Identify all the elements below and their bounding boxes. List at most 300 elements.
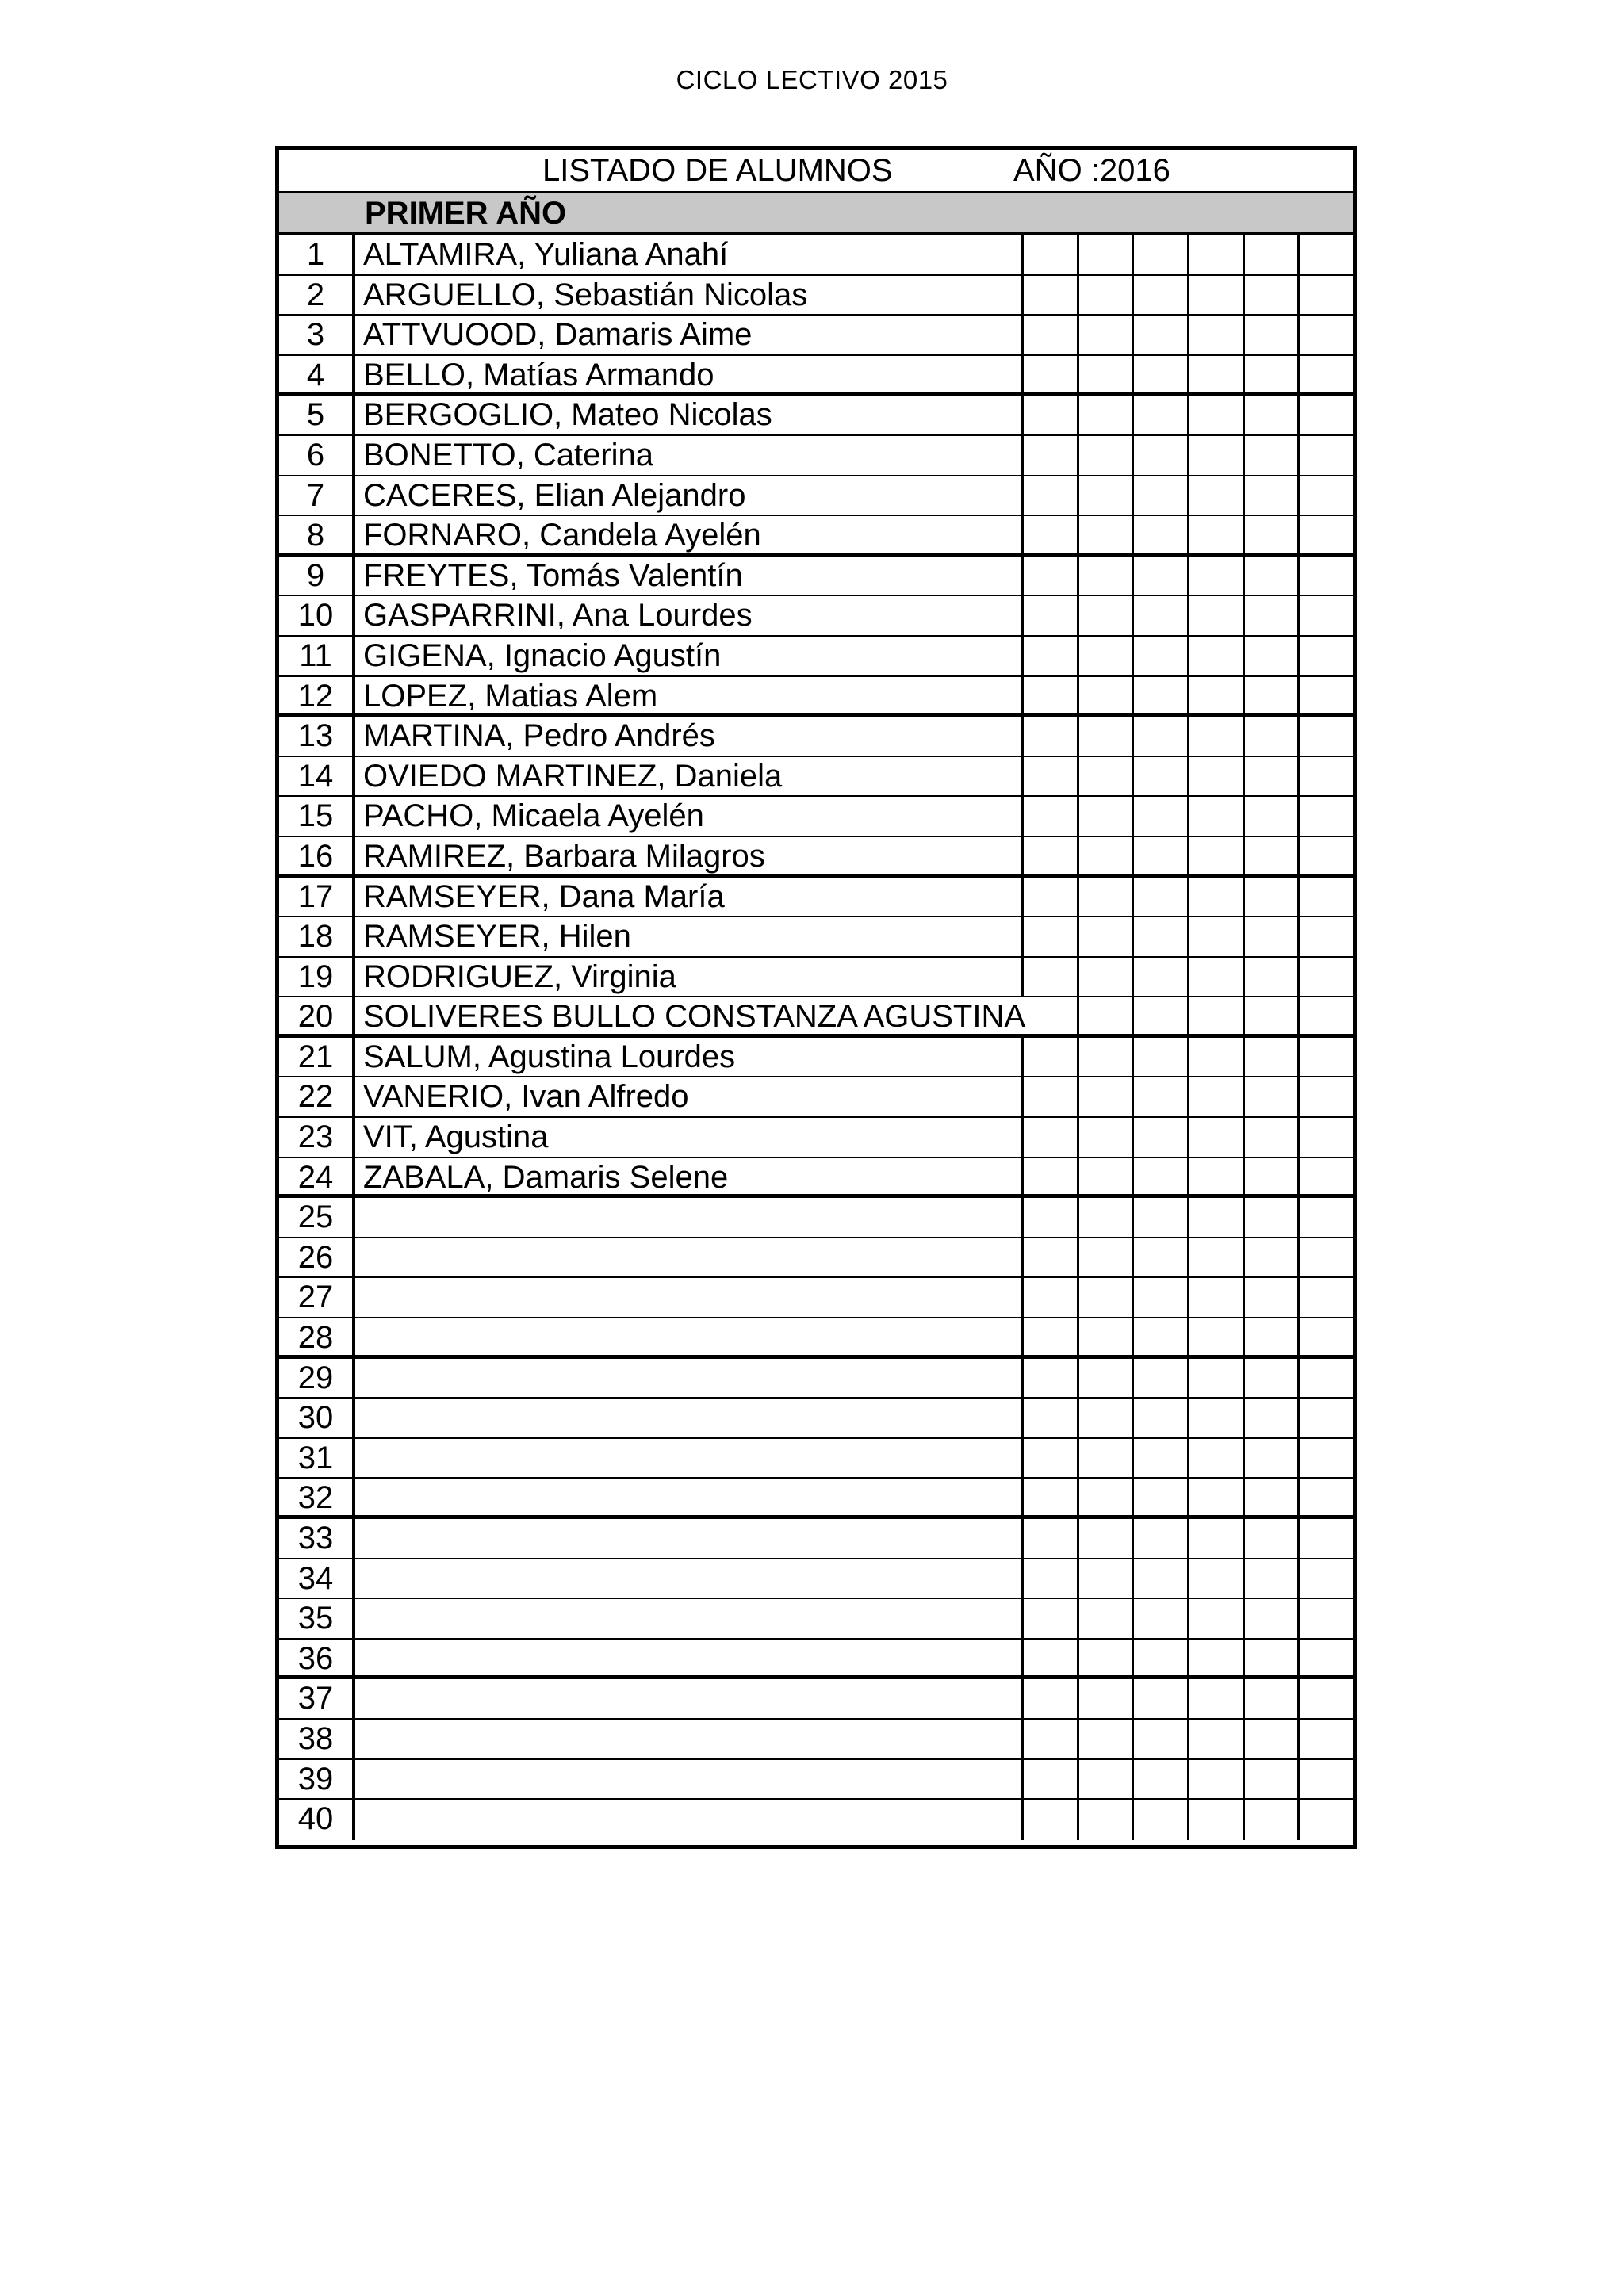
row-number: 24 [279,1158,355,1195]
mark-cell[interactable] [1189,276,1245,315]
mark-cells [1021,316,1353,354]
mark-cell[interactable] [1134,797,1189,836]
mark-cell[interactable] [1134,596,1189,635]
mark-cell[interactable] [1024,316,1079,354]
student-name [363,1800,1013,1840]
mark-cells [1021,878,1353,916]
section-title: PRIMER AÑO [365,196,567,231]
mark-cell[interactable] [1189,1359,1245,1398]
mark-cell[interactable] [1300,1720,1353,1758]
mark-cell[interactable] [1024,1760,1079,1799]
mark-cell[interactable] [1079,1399,1135,1437]
mark-cell[interactable] [1134,958,1189,997]
mark-cell[interactable] [1134,1479,1189,1515]
mark-cell[interactable] [1245,1720,1300,1758]
mark-cell[interactable] [1245,757,1300,796]
mark-cell[interactable] [1134,1559,1189,1598]
mark-cell[interactable] [1024,757,1079,796]
mark-cells [1021,677,1353,714]
mark-cell[interactable] [1245,1439,1300,1478]
mark-cell[interactable] [1024,677,1079,714]
mark-cell[interactable] [1079,356,1135,392]
student-name [363,1760,1013,1799]
table-row [279,1359,1353,1399]
mark-cell[interactable] [1079,1318,1135,1355]
mark-cell[interactable] [1189,1760,1245,1799]
mark-cell[interactable] [1024,1800,1079,1840]
mark-cell[interactable] [1300,1800,1353,1840]
mark-cells [1021,1278,1353,1317]
mark-cell[interactable] [1189,235,1245,274]
mark-cell[interactable] [1134,1359,1189,1398]
mark-cell[interactable] [1245,717,1300,756]
mark-cell[interactable] [1079,1519,1135,1558]
mark-cell[interactable] [1300,717,1353,756]
student-name: GIGENA, Ignacio Agustín [363,637,722,673]
mark-cells [1021,1479,1353,1515]
mark-cell[interactable] [1189,1158,1245,1195]
mark-cell[interactable] [1079,1559,1135,1598]
mark-cell[interactable] [1300,1439,1353,1478]
mark-cell[interactable] [1079,797,1135,836]
mark-cell[interactable] [1300,235,1353,274]
mark-cell[interactable] [1024,1077,1079,1116]
mark-cell[interactable] [1079,958,1135,997]
mark-cell[interactable] [1134,1118,1189,1157]
mark-cell[interactable] [1300,637,1353,675]
row-number: 31 [279,1439,355,1478]
student-name: CACERES, Elian Alejandro [363,477,746,513]
mark-cell[interactable] [1245,1038,1300,1077]
mark-cell[interactable] [1300,878,1353,916]
mark-cell[interactable] [1134,637,1189,675]
mark-cell[interactable] [1134,837,1189,874]
mark-cell[interactable] [1134,1158,1189,1195]
mark-cell[interactable] [1024,1679,1079,1718]
mark-cell[interactable] [1024,997,1079,1034]
mark-cells [1021,1559,1353,1598]
mark-cell[interactable] [1134,1238,1189,1277]
mark-cell[interactable] [1079,1359,1135,1398]
mark-cell[interactable] [1245,797,1300,836]
mark-cell[interactable] [1024,1559,1079,1598]
mark-cell[interactable] [1245,1278,1300,1317]
mark-cell[interactable] [1245,1238,1300,1277]
mark-cell[interactable] [1245,997,1300,1034]
mark-cell[interactable] [1300,1158,1353,1195]
student-name [363,1439,1013,1478]
mark-cell[interactable] [1134,1599,1189,1638]
mark-cell[interactable] [1300,837,1353,874]
student-name [363,1399,1013,1437]
mark-cell[interactable] [1134,1077,1189,1116]
mark-cell[interactable] [1079,917,1135,956]
mark-cells [1021,516,1353,553]
mark-cell[interactable] [1024,878,1079,916]
mark-cell[interactable] [1134,757,1189,796]
mark-cell[interactable] [1245,396,1300,434]
mark-cell[interactable] [1189,1118,1245,1157]
mark-cell[interactable] [1245,356,1300,392]
mark-cell[interactable] [1024,356,1079,392]
mark-cell[interactable] [1079,396,1135,434]
mark-cell[interactable] [1300,1198,1353,1237]
mark-cell[interactable] [1189,878,1245,916]
mark-cell[interactable] [1189,797,1245,836]
mark-cell[interactable] [1189,316,1245,354]
year-label: AÑO :2016 [1013,153,1170,188]
mark-cell[interactable] [1300,1359,1353,1398]
mark-cell[interactable] [1245,637,1300,675]
mark-cell[interactable] [1079,1238,1135,1277]
mark-cell[interactable] [1024,837,1079,874]
mark-cell[interactable] [1079,1198,1135,1237]
student-name: FORNARO, Candela Ayelén [363,518,761,553]
mark-cell[interactable] [1189,436,1245,475]
mark-cell[interactable] [1079,476,1135,515]
mark-cell[interactable] [1024,516,1079,553]
mark-cells [1021,356,1353,392]
mark-cell[interactable] [1300,1519,1353,1558]
mark-cell[interactable] [1079,276,1135,315]
mark-cell[interactable] [1189,1399,1245,1437]
mark-cell[interactable] [1189,1679,1245,1718]
mark-cell[interactable] [1024,396,1079,434]
mark-cell[interactable] [1134,276,1189,315]
mark-cell[interactable] [1189,1278,1245,1317]
mark-cell[interactable] [1245,1519,1300,1558]
mark-cell[interactable] [1024,1238,1079,1277]
table-row [279,717,1353,757]
mark-cell[interactable] [1189,1640,1245,1676]
mark-cell[interactable] [1189,1439,1245,1478]
mark-cell[interactable] [1189,1559,1245,1598]
mark-cell[interactable] [1024,1359,1079,1398]
mark-cell[interactable] [1300,1318,1353,1355]
mark-cell[interactable] [1189,1238,1245,1277]
mark-cell[interactable] [1134,1318,1189,1355]
mark-cell[interactable] [1024,235,1079,274]
mark-cell[interactable] [1189,596,1245,635]
mark-cell[interactable] [1134,396,1189,434]
mark-cell[interactable] [1300,1278,1353,1317]
student-name [363,1278,1013,1317]
row-number: 1 [279,235,355,274]
row-number: 20 [279,997,355,1034]
mark-cell[interactable] [1245,596,1300,635]
mark-cell[interactable] [1134,1519,1189,1558]
mark-cell[interactable] [1079,516,1135,553]
mark-cell[interactable] [1300,356,1353,392]
mark-cells [1021,396,1353,434]
mark-cell[interactable] [1300,1077,1353,1116]
mark-cell[interactable] [1245,1479,1300,1515]
mark-cell[interactable] [1300,1238,1353,1277]
mark-cells [1021,1318,1353,1355]
mark-cell[interactable] [1024,557,1079,595]
mark-cell[interactable] [1300,997,1353,1034]
row-number: 7 [279,476,355,515]
table-row [279,1479,1353,1519]
mark-cell[interactable] [1024,1439,1079,1478]
mark-cell[interactable] [1134,1278,1189,1317]
mark-cell[interactable] [1134,476,1189,515]
mark-cell[interactable] [1079,1038,1135,1077]
mark-cell[interactable] [1079,1439,1135,1478]
mark-cells [1021,1679,1353,1718]
mark-cell[interactable] [1134,1198,1189,1237]
mark-cell[interactable] [1079,1640,1135,1676]
mark-cell[interactable] [1024,797,1079,836]
student-name [363,1479,1013,1515]
mark-cell[interactable] [1024,276,1079,315]
mark-cell[interactable] [1245,516,1300,553]
mark-cell[interactable] [1189,1519,1245,1558]
mark-cell[interactable] [1079,837,1135,874]
mark-cell[interactable] [1024,1399,1079,1437]
mark-cell[interactable] [1079,316,1135,354]
mark-cell[interactable] [1189,1599,1245,1638]
mark-cell[interactable] [1245,917,1300,956]
mark-cell[interactable] [1024,637,1079,675]
mark-cells [1021,1800,1353,1840]
mark-cell[interactable] [1079,436,1135,475]
row-number: 30 [279,1399,355,1437]
mark-cell[interactable] [1079,717,1135,756]
mark-cell[interactable] [1300,1640,1353,1676]
mark-cell[interactable] [1300,436,1353,475]
mark-cell[interactable] [1189,997,1245,1034]
mark-cell[interactable] [1024,1158,1079,1195]
table-row [279,1800,1353,1840]
mark-cell[interactable] [1024,1198,1079,1237]
mark-cell[interactable] [1300,1760,1353,1799]
mark-cells [1021,717,1353,756]
mark-cell[interactable] [1024,436,1079,475]
mark-cell[interactable] [1189,1038,1245,1077]
mark-cell[interactable] [1245,878,1300,916]
mark-cell[interactable] [1300,1599,1353,1638]
mark-cell[interactable] [1079,557,1135,595]
mark-cell[interactable] [1024,1599,1079,1638]
mark-cell[interactable] [1245,1399,1300,1437]
mark-cell[interactable] [1024,1038,1079,1077]
mark-cell[interactable] [1300,958,1353,997]
mark-cell[interactable] [1134,997,1189,1034]
mark-cell[interactable] [1079,1077,1135,1116]
row-number: 14 [279,757,355,796]
mark-cell[interactable] [1024,1519,1079,1558]
mark-cell[interactable] [1245,1118,1300,1157]
table-row [279,396,1353,436]
mark-cell[interactable] [1245,1359,1300,1398]
mark-cell[interactable] [1024,476,1079,515]
mark-cell[interactable] [1079,1800,1135,1840]
mark-cell[interactable] [1079,1118,1135,1157]
mark-cell[interactable] [1134,1800,1189,1840]
mark-cell[interactable] [1024,1720,1079,1758]
mark-cell[interactable] [1024,596,1079,635]
row-number: 26 [279,1238,355,1277]
table-row [279,316,1353,356]
student-name [363,1640,1013,1676]
mark-cell[interactable] [1024,1318,1079,1355]
mark-cell[interactable] [1134,1720,1189,1758]
mark-cell[interactable] [1189,557,1245,595]
mark-cell[interactable] [1189,1479,1245,1515]
mark-cell[interactable] [1189,1077,1245,1116]
mark-cell[interactable] [1079,878,1135,916]
mark-cell[interactable] [1245,1077,1300,1116]
mark-cells [1021,1760,1353,1799]
student-name: PACHO, Micaela Ayelén [363,798,704,834]
mark-cell[interactable] [1079,1679,1135,1718]
student-name [363,1679,1013,1718]
mark-cell[interactable] [1134,436,1189,475]
mark-cell[interactable] [1300,1399,1353,1437]
mark-cell[interactable] [1134,677,1189,714]
mark-cell[interactable] [1245,276,1300,315]
student-name: SOLIVERES BULLO CONSTANZA AGUSTINA [363,999,1026,1035]
student-name: OVIEDO MARTINEZ, Daniela [363,758,783,794]
mark-cell[interactable] [1134,917,1189,956]
table-row [279,997,1353,1038]
mark-cell[interactable] [1134,1038,1189,1077]
mark-cell[interactable] [1134,516,1189,553]
mark-cell[interactable] [1300,1559,1353,1598]
mark-cell[interactable] [1189,476,1245,515]
mark-cell[interactable] [1189,1318,1245,1355]
mark-cell[interactable] [1134,235,1189,274]
mark-cell[interactable] [1079,997,1135,1034]
mark-cell[interactable] [1189,516,1245,553]
mark-cell[interactable] [1300,396,1353,434]
mark-cell[interactable] [1245,436,1300,475]
mark-cells [1021,958,1353,997]
mark-cell[interactable] [1134,316,1189,354]
mark-cell[interactable] [1245,1198,1300,1237]
mark-cell[interactable] [1300,1679,1353,1718]
mark-cell[interactable] [1189,677,1245,714]
mark-cell[interactable] [1079,1760,1135,1799]
mark-cell[interactable] [1079,1278,1135,1317]
mark-cell[interactable] [1300,1118,1353,1157]
mark-cell[interactable] [1189,1198,1245,1237]
table-row [279,1158,1353,1199]
mark-cell[interactable] [1189,717,1245,756]
mark-cell[interactable] [1134,1399,1189,1437]
mark-cell[interactable] [1300,677,1353,714]
mark-cell[interactable] [1245,837,1300,874]
mark-cells [1021,436,1353,475]
mark-cell[interactable] [1245,1760,1300,1799]
mark-cell[interactable] [1245,1318,1300,1355]
mark-cell[interactable] [1024,958,1079,997]
mark-cell[interactable] [1134,557,1189,595]
mark-cell[interactable] [1300,476,1353,515]
mark-cell[interactable] [1300,276,1353,315]
mark-cell[interactable] [1300,1479,1353,1515]
student-name: ATTVUOOD, Damaris Aime [363,317,753,353]
mark-cell[interactable] [1245,476,1300,515]
mark-cell[interactable] [1189,958,1245,997]
table-row [279,596,1353,637]
student-rows [279,235,1353,1840]
mark-cell[interactable] [1189,396,1245,434]
mark-cell[interactable] [1134,1760,1189,1799]
mark-cell[interactable] [1134,356,1189,392]
mark-cell[interactable] [1079,235,1135,274]
mark-cell[interactable] [1189,356,1245,392]
mark-cell[interactable] [1189,1800,1245,1840]
student-name: RAMSEYER, Dana María [363,878,725,914]
mark-cell[interactable] [1245,316,1300,354]
mark-cell[interactable] [1024,717,1079,756]
mark-cells [1021,1118,1353,1157]
mark-cell[interactable] [1245,1559,1300,1598]
student-name [363,1238,1013,1277]
mark-cell[interactable] [1079,1158,1135,1195]
student-name [363,1599,1013,1638]
mark-cell[interactable] [1300,1038,1353,1077]
mark-cell[interactable] [1300,917,1353,956]
mark-cell[interactable] [1079,1720,1135,1758]
mark-cell[interactable] [1024,1640,1079,1676]
mark-cell[interactable] [1079,1599,1135,1638]
mark-cell[interactable] [1245,1640,1300,1676]
mark-cell[interactable] [1245,557,1300,595]
mark-cell[interactable] [1024,1278,1079,1317]
mark-cell[interactable] [1245,958,1300,997]
mark-cell[interactable] [1134,878,1189,916]
mark-cell[interactable] [1079,596,1135,635]
table-row [279,677,1353,718]
mark-cell[interactable] [1134,1679,1189,1718]
student-name: ZABALA, Damaris Selene [363,1159,729,1195]
mark-cell[interactable] [1189,757,1245,796]
mark-cell[interactable] [1189,637,1245,675]
mark-cell[interactable] [1134,717,1189,756]
mark-cell[interactable] [1245,1599,1300,1638]
mark-cell[interactable] [1300,757,1353,796]
mark-cell[interactable] [1245,235,1300,274]
mark-cell[interactable] [1245,1679,1300,1718]
mark-cell[interactable] [1079,1479,1135,1515]
student-name: FREYTES, Tomás Valentín [363,557,743,593]
mark-cell[interactable] [1300,596,1353,635]
mark-cell[interactable] [1245,1800,1300,1840]
mark-cell[interactable] [1300,557,1353,595]
mark-cell[interactable] [1189,917,1245,956]
mark-cell[interactable] [1134,1640,1189,1676]
table-row [279,1519,1353,1559]
row-number: 27 [279,1278,355,1317]
mark-cell[interactable] [1245,677,1300,714]
mark-cell[interactable] [1134,1439,1189,1478]
mark-cell[interactable] [1300,797,1353,836]
mark-cell[interactable] [1079,677,1135,714]
mark-cell[interactable] [1189,837,1245,874]
mark-cell[interactable] [1024,1118,1079,1157]
mark-cell[interactable] [1079,637,1135,675]
mark-cell[interactable] [1300,316,1353,354]
mark-cell[interactable] [1245,1158,1300,1195]
mark-cell[interactable] [1024,1479,1079,1515]
mark-cell[interactable] [1300,516,1353,553]
mark-cell[interactable] [1079,757,1135,796]
mark-cell[interactable] [1189,1720,1245,1758]
mark-cell[interactable] [1024,917,1079,956]
